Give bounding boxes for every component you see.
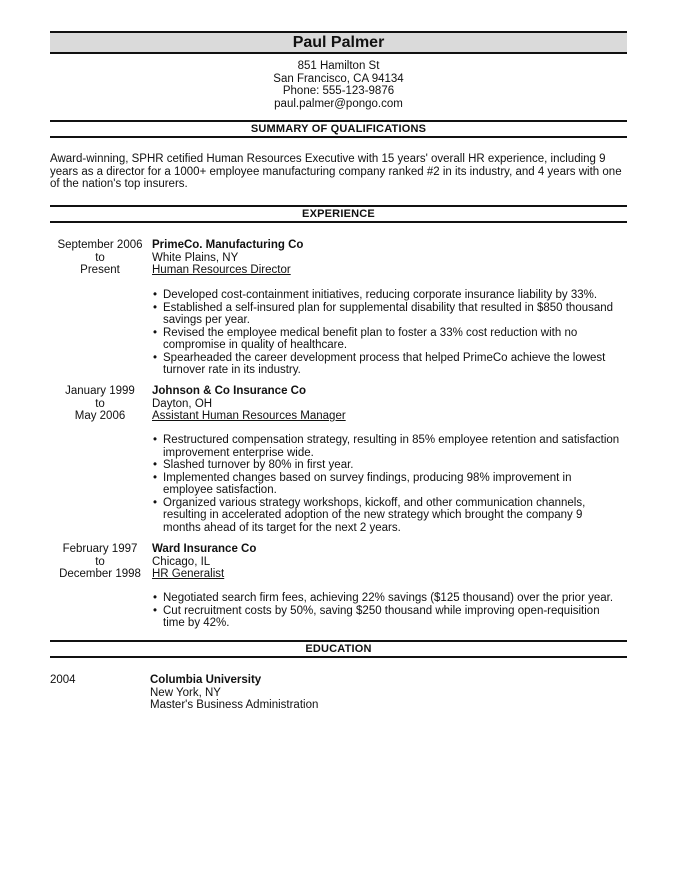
education-year: 2004 (50, 674, 76, 686)
email: paul.palmer@pongo.com (274, 97, 403, 110)
summary-heading: SUMMARY OF QUALIFICATIONS (50, 120, 627, 138)
bullet-item: • Cut recruitment costs by 50%, saving $250 thousand while improving open-requisition time by 42%. (153, 605, 623, 630)
bullet-item: • Implemented changes based on survey findings, producing 98% improvement in employee satisfaction. (153, 472, 623, 497)
job-dates (50, 239, 150, 277)
company-name: PrimeCo. Manufacturing Co (152, 239, 304, 251)
education-heading: EDUCATION (50, 640, 627, 658)
bullet-item: • Negotiated search firm fees, achieving 22% savings ($125 thousand) over the prior year. (153, 592, 623, 605)
summary-text: Award-winning, SPHR cetified Human Resources Executive with 15 years' overall HR experience, including 9 years as a director for a 1000+ employee manufacturing company ranked #2 in its industry, and 4 years with one of the nation's top insurers. (50, 153, 622, 190)
date-separator: to (95, 555, 105, 568)
bullet-item: • Developed cost-containment initiatives, reducing corporate insurance liability by 33%. (153, 289, 623, 302)
company-location: White Plains, NY (152, 251, 239, 264)
date-separator: to (95, 397, 105, 410)
job-title: Assistant Human Resources Manager (152, 410, 346, 422)
company-name: Johnson & Co Insurance Co (152, 385, 306, 397)
bullet-item: • Slashed turnover by 80% in first year. (153, 459, 623, 472)
bullet-item: • Spearheaded the career development process that helped PrimeCo achieve the lowest turnover rate in its industry. (153, 352, 623, 377)
job-title: Human Resources Director (152, 264, 291, 276)
experience-heading: EXPERIENCE (50, 205, 627, 223)
bullet-item: • Established a self-insured plan for supplemental disability that resulted in $850 thousand savings per year. (153, 302, 623, 327)
company-location: Chicago, IL (152, 555, 211, 568)
school-location: New York, NY (150, 686, 221, 699)
date-end: December 1998 (59, 568, 141, 580)
education-org (150, 674, 620, 712)
degree: Master's Business Administration (150, 699, 319, 711)
date-end: Present (80, 264, 120, 276)
job-dates (50, 385, 150, 423)
bullet-item: • Organized various strategy workshops, kickoff, and other communication channels, resulting in accelerated adoption of the new strategy which brought the company 9 months ahead of its target for the next 2 years. (153, 497, 623, 535)
job-bullets (153, 289, 623, 377)
date-start: September 2006 (57, 239, 143, 251)
date-start: February 1997 (62, 543, 138, 555)
job-org (152, 543, 622, 581)
date-start: January 1999 (65, 385, 135, 397)
address-line-2: San Francisco, CA 94134 (273, 72, 404, 85)
contact-block (50, 60, 627, 110)
job-org (152, 385, 622, 423)
name-header: Paul Palmer (50, 31, 627, 54)
company-name: Ward Insurance Co (152, 543, 257, 555)
bullet-item: • Revised the employee medical benefit plan to foster a 33% cost reduction with no compromise in quality of healthcare. (153, 327, 623, 352)
job-title: HR Generalist (152, 568, 225, 580)
date-separator: to (95, 251, 105, 264)
phone: Phone: 555-123-9876 (282, 85, 395, 97)
address-line-1: 851 Hamilton St (297, 60, 380, 72)
date-end: May 2006 (74, 410, 126, 422)
job-bullets (153, 434, 623, 534)
job-bullets (153, 592, 623, 630)
job-dates (50, 543, 150, 581)
job-org (152, 239, 622, 277)
company-location: Dayton, OH (152, 397, 213, 410)
school-name: Columbia University (150, 674, 262, 686)
bullet-item: • Restructured compensation strategy, resulting in 85% employee retention and satisfaction improvement enterprise wide. (153, 434, 623, 459)
